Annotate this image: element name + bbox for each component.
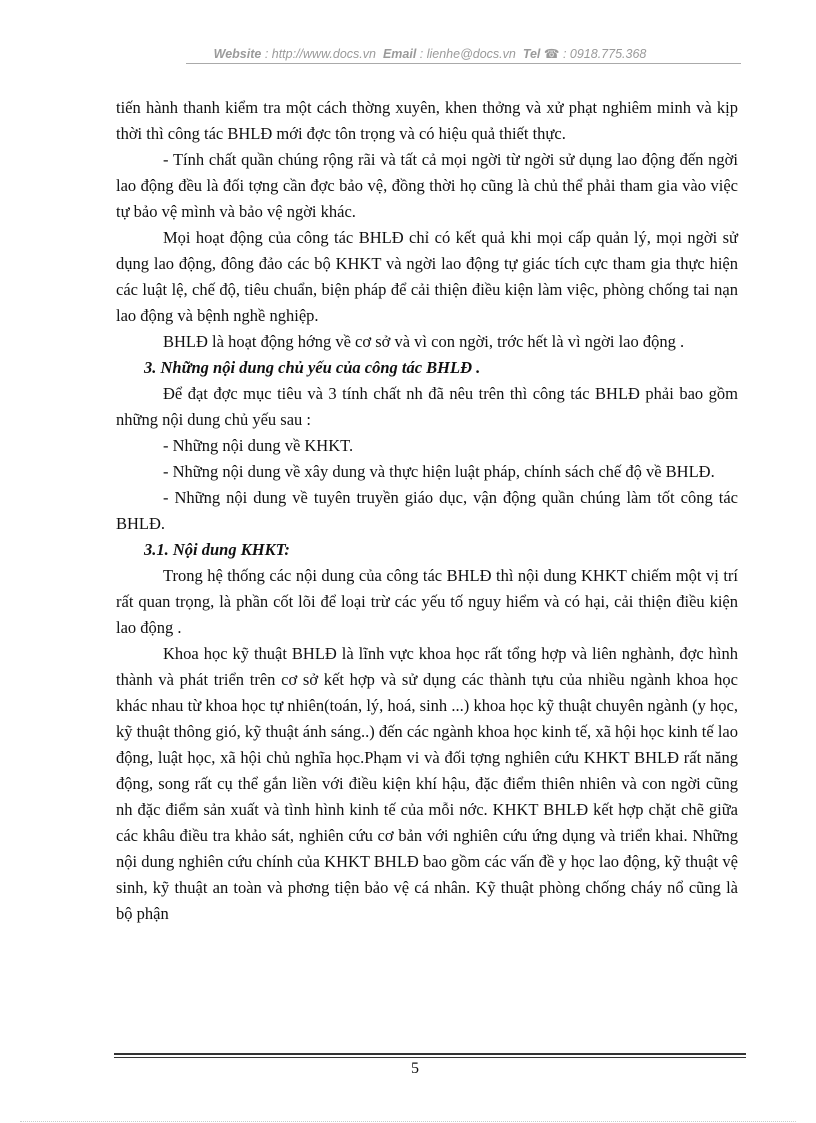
page-header xyxy=(115,46,745,61)
page-number: 5 xyxy=(411,1060,419,1077)
document-body xyxy=(116,95,738,927)
section-heading-3-1: 3.1. Nội dung KHKT: xyxy=(144,540,290,559)
list-item-law: - Những nội dung về xây dung và thực hiện luật pháp, chính sách chế độ về BHLĐ. xyxy=(163,462,715,481)
list-item-khkt: - Những nội dung về KHKT. xyxy=(163,436,354,455)
website-value: : http://www.docs.vn xyxy=(264,47,376,61)
tel-label: Tel xyxy=(522,47,541,61)
email-value: : lienhe@docs.vn xyxy=(419,47,516,61)
list-item-propaganda: - Những nội dung về tuyên truyền giáo dục, vận động quần chúng làm tốt công tác BHLĐ. xyxy=(116,488,738,533)
email-label: Email xyxy=(382,47,417,61)
paragraph-4: BHLĐ là hoạt động hớng về cơ sở và vì con ngời, trớc hết là vì ngời lao động . xyxy=(163,332,685,351)
paragraph-9: Trong hệ thống các nội dung của công tác BHLĐ thì nội dung KHKT chiếm một vị trí rất quan trọng, là phần cốt lõi để loại trừ các yếu tố nguy hiểm và có hại, cải thiện điều kiện lao động . xyxy=(116,566,738,637)
paragraph-10: Khoa học kỹ thuật BHLĐ là lĩnh vực khoa học rất tổng hợp và liên nghành, đợc hình thành và phát triển trên cơ sở kết hợp và sử dụng các thành tựu của nhiều ngành khoa học khác nhau từ khoa học tự nhiên(toán, lý, hoá, sinh ...) khoa học kỹ thuật chuyên ngành (y học, kỹ thuật thông gió, kỹ thuật ánh sáng..) đến các ngành khoa học kinh tế, xã hội học kinh tế lao động, luật học, xã hội chủ nghĩa học.Phạm vi và đối tợng nghiên cứu KHKT BHLĐ rất năng động, song rất cụ thể gắn liền với điều kiện khí hậu, đặc điểm thiên nhiên và con ngời cũng nh đặc điểm sản xuất và tình hình kinh tế của mỗi nớc. KHKT BHLĐ kết hợp chặt chẽ giữa các khâu điều tra khảo sát, nghiên cứu cơ bản với nghiên cứu ứng dụng và triển khai. Những nội dung nghiên cứu chính của KHKT BHLĐ bao gồm các vấn đề y học lao động, kỹ thuật vệ sinh, kỹ thuật an toàn và phơng tiện bảo vệ cá nhân. Kỹ thuật phòng chống cháy nổ cũng là bộ phận xyxy=(116,644,738,923)
tel-value: ☎ : 0918.775.368 xyxy=(543,47,647,61)
paragraph-5: Để đạt đợc mục tiêu và 3 tính chất nh đã nêu trên thì công tác BHLĐ phải bao gồm những nội dung chủ yếu sau : xyxy=(116,384,738,429)
paragraph-1: tiến hành thanh kiểm tra một cách thờng xuyên, khen thởng và xử phạt nghiêm minh và kịp thời thì công tác BHLĐ mới đợc tôn trọng và có hiệu quả thiết thực. xyxy=(116,98,738,143)
header-divider xyxy=(186,63,741,64)
paragraph-3: Mọi hoạt động của công tác BHLĐ chỉ có kết quả khi mọi cấp quản lý, mọi ngời sử dụng lao động, đông đảo các bộ KHKT và ngời lao động tự giác tích cực tham gia thực hiện các luật lệ, chế độ, tiêu chuẩn, biện pháp để cải thiện điều kiện làm việc, phòng chống tai nạn lao động và bệnh nghề nghiệp. xyxy=(116,228,738,325)
paragraph-2: - Tính chất quần chúng rộng rãi và tất cả mọi ngời từ ngời sử dụng lao động đến ngời lao động đều là đối tợng cần đợc bảo vệ, đồng thời họ cũng là chủ thể phải tham gia vào việc tự bảo vệ mình và bảo vệ ngời khác. xyxy=(116,150,738,221)
section-heading-3: 3. Những nội dung chủ yếu của công tác BHLĐ . xyxy=(144,358,481,377)
page-bottom-dotted-line xyxy=(20,1121,796,1122)
website-label: Website xyxy=(213,47,262,61)
footer-divider-thick xyxy=(114,1053,746,1055)
footer-divider-thin xyxy=(114,1057,746,1058)
